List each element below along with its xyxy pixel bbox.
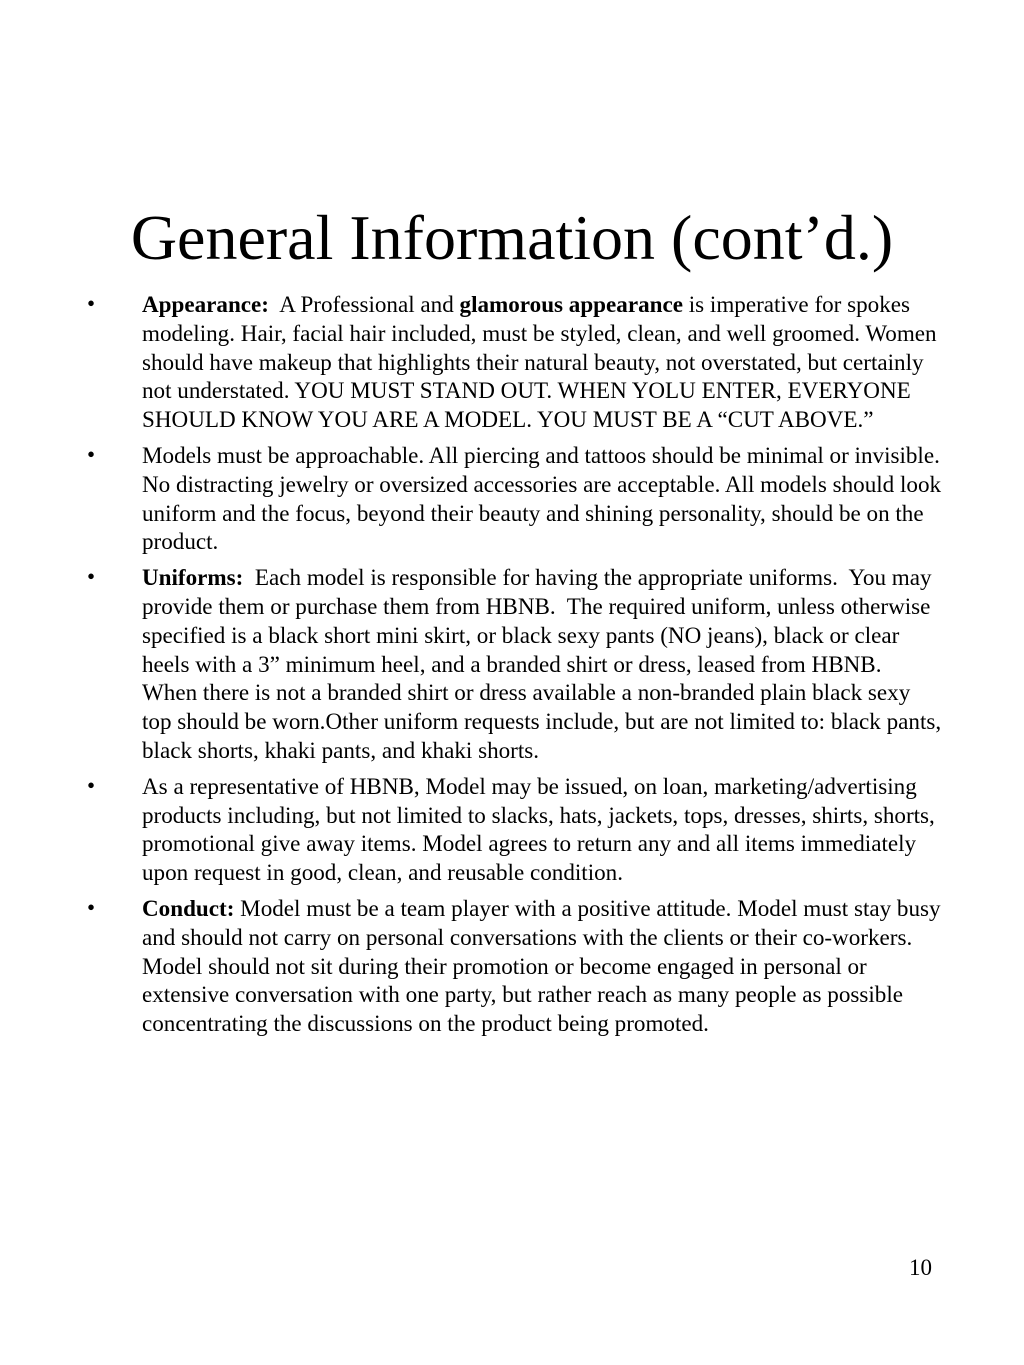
- bullet-body-uniforms: Each model is responsible for having the appropriate uniforms. You may provide them or purchase them from HBNB. The required uniform, unless otherwise specified is a black short mini skirt, or black sexy pants (NO jeans), black or clear heels with a 3” minimum heel, and a branded shirt or dress, leased from HBNB. When there is not a branded shirt or dress available a non-branded plain black sexy top should be worn.Other uniform requests include, but are not limited to: black pants, black shorts, khaki pants, and khaki shorts.: [142, 564, 947, 763]
- bullet-body-conduct: Model must be a team player with a positive attitude. Model must stay busy and should not carry on personal conversations with the clients or their co-workers. Model should not sit during their promotion or become engaged in personal or extensive conversation with one party, but rather reach as many people as possible concentrating the discussions on the product being promoted.: [142, 894, 941, 1037]
- bullet-lead-uniforms: Uniforms:: [142, 564, 244, 591]
- bullet-icon: •: [87, 441, 96, 467]
- bullet-text-representative: As a representative of HBNB, Model may be issued, on loan, marketing/advertising products including, but not limited to slacks, hats, jackets, tops, dresses, shirts, shorts, promotional give away items. Model agrees to return any and all items immediately upon request in good, clean, and reusable condition.: [142, 772, 935, 886]
- bullet-icon: •: [87, 291, 96, 316]
- bullet-item-uniforms: [0, 563, 1024, 765]
- bullet-item-representative: [0, 772, 1024, 887]
- bullet-icon: •: [87, 564, 96, 590]
- bullet-text-appearance: [142, 290, 942, 434]
- slide-title: General Information (cont’d.): [130, 202, 894, 273]
- bullet-item-appearance: [0, 290, 1024, 434]
- bullet-icon: •: [87, 772, 96, 798]
- bullet-list: [0, 290, 1024, 1045]
- bullet-item-approachable: [0, 441, 1024, 556]
- page-number: 10: [909, 1255, 932, 1280]
- bullet-icon: •: [87, 894, 96, 920]
- bullet-lead-conduct: Conduct:: [142, 894, 235, 921]
- bullet-emphasis: glamorous appearance: [459, 291, 683, 317]
- bullet-body-part-2: is imperative for spokes modeling. Hair, facial hair included, must be styled, clean, and well groomed. Women should have makeup that highlights their natural beauty, not overstated, but certainly not understated. YOU MUST STAND OUT. WHEN YOLU ENTER, EVERYONE SHOULD KNOW YOU ARE A MODEL. YOU MUST BE A “CUT ABOVE.”: [142, 291, 937, 433]
- bullet-text-approachable: Models must be approachable. All piercing and tattoos should be minimal or invisible. No distracting jewelry or oversized accessories are acceptable. All models should look uniform and the focus, beyond their beauty and shining personality, should be on the product.: [142, 441, 942, 555]
- bullet-body-part-1: A Professional and: [269, 291, 460, 317]
- bullet-lead-appearance: Appearance:: [142, 291, 269, 317]
- bullet-text-uniforms: [142, 563, 947, 765]
- bullet-item-conduct: [0, 894, 1024, 1038]
- bullet-text-conduct: [142, 894, 942, 1038]
